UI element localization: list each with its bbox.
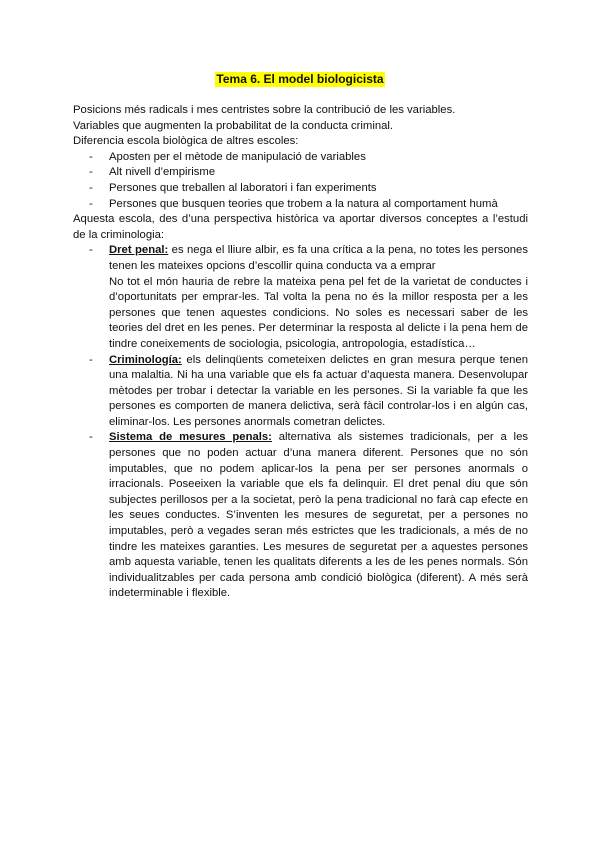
concept-sistema-mesures	[73, 430, 528, 602]
intro-line-1: Posicions més radicals i mes centristes sobre la contribució de les variables.	[73, 104, 456, 116]
concept-term: Sistema de mesures penals:	[109, 431, 272, 444]
concept-text: els delinqüents cometeixen delictes en gran mesura perque tenen una malaltia. Ni ha una variable que els fa actuar d’aquesta manera. Desenvolupar mètodes per trobar i detectar la variable en les persones. Si la variable fa que les persones es comporten de manera delictiva, serà fàcil controlar-los i en algún cas, eliminar-los. Les persones anormals cometran delictes.	[109, 353, 528, 428]
intro-line-3: Diferencia escola biològica de altres escoles:	[73, 135, 299, 148]
intro-line-2: Variables que augmenten la probabilitat de la conducta criminal.	[73, 119, 394, 132]
concepts-list-continued	[73, 353, 528, 603]
concept-term: Criminología:	[109, 353, 182, 366]
document-body	[73, 103, 528, 602]
concept-text: es nega el lliure albir, es fa una crítica a la pena, no totes les persones tenen les mateixes opcions d’escollir quina conducta va a emprar	[109, 244, 528, 272]
concepts-list	[73, 243, 528, 274]
list-item: - Persones que busquen teories que trobem a la natura al comportament humà	[73, 197, 528, 213]
concept-dret-penal	[73, 243, 528, 274]
list-item: - Persones que treballen al laboratori i fan experiments	[73, 181, 528, 197]
concept-criminologia	[73, 353, 528, 431]
concept-term: Dret penal:	[109, 244, 169, 257]
page-title: Tema 6. El model biologicista	[216, 72, 384, 86]
concept-extra-paragraph: No tot el món hauria de rebre la mateixa pena pel fet de la varietat de conductes i d’oportunitats per emprar-les. Tal volta la pena no és la millor resposta per a les persones que tenen aquestes condicions. No soles es necessari saber de les teories del dret en les penes. Per determinar la resposta al delicte i la pena hem de tindre coneixements de sociologia, psicologia, antropologia, estadística…	[109, 275, 528, 350]
list-item: - Alt nivell d’empirisme	[73, 165, 528, 181]
school-points-list	[73, 150, 528, 212]
list-item: - Aposten per el mètode de manipulació de variables	[73, 150, 528, 166]
concept-text: alternativa als sistemes tradicionals, per a les persones que no poden actuar d’una manera diferent. Persones que no són imputables, que no podem aplicar-los la pena per ser persones anormals o irracionals. Poseeixen la variable que els fa delinquir. El dret penal diu que són subjectes perillosos per a la societat, però la pena tradicional no farà cap efecte en les seues conductes. S’inventen les mesures de seguretat, per a persones no imputables, però a vegades seran més estrictes que les tradicionals, a més de no tindre les mateixes garanties. Les mesures de seguretat per a aquestes persones amb aquesta variable, tenen les qualitats diferents a les de les penes normals. Són individualitzables per cada persona amb condició biològica (diferent). A més serà indeterminable i flexible.	[109, 431, 528, 600]
title-wrap	[0, 70, 600, 88]
perspective-paragraph: Aquesta escola, des d’una perspectiva històrica va aportar diversos conceptes a l’estudi de la criminologia:	[73, 213, 528, 241]
